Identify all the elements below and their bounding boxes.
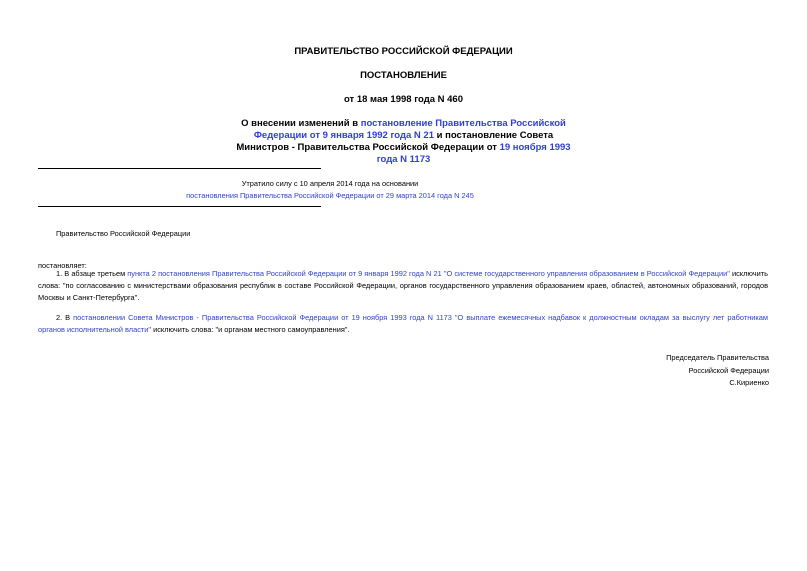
- divider-top: [38, 168, 321, 169]
- date-number-heading: от 18 мая 1998 года N 460: [343, 94, 464, 105]
- title-middle: и постановление Совета Министров - Правительства Российской Федерации от: [236, 130, 554, 153]
- item2-prefix: 2. В: [56, 313, 74, 322]
- authority-heading: ПРАВИТЕЛЬСТВО РОССИЙСКОЙ ФЕДЕРАЦИИ: [294, 46, 513, 57]
- title-prefix: О внесении изменений в: [241, 118, 361, 129]
- paragraph-item-1: [38, 268, 768, 304]
- item2-link[interactable]: постановлении Совета Министров - Правительства Российской Федерации от 19 ноября 1993 года N 1173 "О выплате ежемесячных надбавок к должностным окладам за выслугу лет работникам органов исполнительной власти": [38, 313, 768, 334]
- divider-bottom: [38, 206, 321, 207]
- item2-rest: исключить слова: "и органам местного самоуправления".: [151, 325, 350, 334]
- item1-rest: исключить слова: "по согласованию с министерствами образования республик в составе Российской Федерации, органов государственного управления образованием краев, областей, автономных образований, городов Москвы и Санкт-Петербурга".: [38, 269, 768, 302]
- item1-prefix: 1. В абзаце третьем: [56, 269, 128, 278]
- decrees-label: постановляет:: [38, 261, 87, 270]
- signature-name: С.Кириенко: [729, 378, 769, 387]
- item1-link[interactable]: пункта 2 постановления Правительства Российской Федерации от 9 января 1992 года N 21 "О системе государственного управления образованием в Российской Федерации": [127, 269, 730, 278]
- signature-organization: Российской Федерации: [688, 365, 769, 375]
- repeal-link[interactable]: постановления Правительства Российской Федерации от 29 марта 2014 года N 245: [186, 191, 474, 200]
- title-link-decree-21[interactable]: постановление Правительства Российской Федерации от 9 января 1992 года N 21: [253, 118, 566, 141]
- document-title: [0, 118, 807, 166]
- title-link-decree-1173[interactable]: 19 ноября 1993 года N 1173: [376, 142, 571, 165]
- paragraph-item-2: [38, 312, 768, 336]
- document-type-heading: ПОСТАНОВЛЕНИЕ: [360, 70, 447, 81]
- signature-position: Председатель Правительства: [666, 353, 769, 362]
- issuing-authority: Правительство Российской Федерации: [56, 229, 191, 238]
- repeal-note: [170, 178, 807, 202]
- signature-block: [666, 352, 769, 390]
- repeal-text: Утратило силу с 10 апреля 2014 года на основании: [241, 179, 419, 188]
